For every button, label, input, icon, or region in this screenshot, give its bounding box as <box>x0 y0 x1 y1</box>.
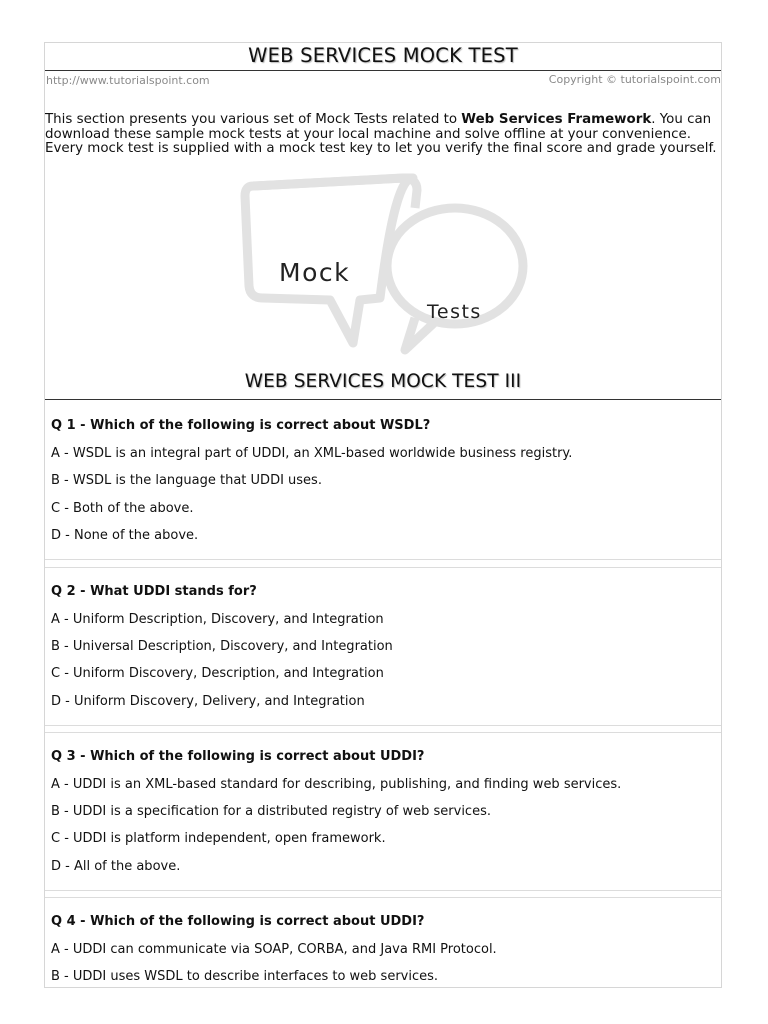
title-divider <box>45 70 721 71</box>
intro-paragraph <box>45 113 725 157</box>
answer-option: A - UDDI is an XML-based standard for describing, publishing, and finding web services. <box>51 777 622 792</box>
answer-option: B - WSDL is the language that UDDI uses. <box>51 473 322 488</box>
answer-option: B - UDDI uses WSDL to describe interfaces to web services. <box>51 969 439 984</box>
page-frame <box>44 42 722 988</box>
answer-option: D - All of the above. <box>51 859 181 874</box>
question-card <box>45 567 721 726</box>
intro-text-end: . You can download these sample mock tests at your local machine and solve offline at your convenience. Every mock test is supplied with a mock test key to let you verify the final score and grade yourself. <box>45 112 717 157</box>
answer-option: A - UDDI can communicate via SOAP, CORBA, and Java RMI Protocol. <box>51 942 497 957</box>
mock-tests-logo <box>235 168 535 363</box>
question-text: Q 4 - Which of the following is correct about UDDI? <box>51 914 425 929</box>
answer-option: D - None of the above. <box>51 528 199 543</box>
question-text: Q 1 - Which of the following is correct about WSDL? <box>51 418 431 433</box>
intro-text-start: This section presents you various set of Mock Tests related to <box>45 112 462 127</box>
intro-bold-topic: Web Services Framework <box>461 112 652 127</box>
answer-option: D - Uniform Discovery, Delivery, and Integration <box>51 694 365 709</box>
page-title: WEB SERVICES MOCK TEST <box>248 44 518 67</box>
answer-option: A - Uniform Description, Discovery, and Integration <box>51 612 384 627</box>
question-text: Q 2 - What UDDI stands for? <box>51 584 257 599</box>
answer-option: C - Both of the above. <box>51 501 194 516</box>
question-card <box>45 732 721 891</box>
answer-option: C - Uniform Discovery, Description, and Integration <box>51 666 384 681</box>
logo-word-mock: Mock <box>279 258 351 287</box>
answer-option: A - WSDL is an integral part of UDDI, an XML-based worldwide business registry. <box>51 446 573 461</box>
subtitle-divider <box>45 399 721 400</box>
question-card <box>45 403 721 560</box>
logo-word-tests: Tests <box>427 301 482 323</box>
answer-option: B - UDDI is a specification for a distributed registry of web services. <box>51 804 491 819</box>
site-url: http://www.tutorialspoint.com <box>46 74 210 87</box>
test-subtitle: WEB SERVICES MOCK TEST III <box>244 371 522 392</box>
question-text: Q 3 - Which of the following is correct about UDDI? <box>51 749 425 764</box>
answer-option: B - Universal Description, Discovery, and Integration <box>51 639 393 654</box>
question-card <box>45 897 721 989</box>
answer-option: C - UDDI is platform independent, open framework. <box>51 831 386 846</box>
copyright-notice: Copyright © tutorialspoint.com <box>548 73 721 86</box>
